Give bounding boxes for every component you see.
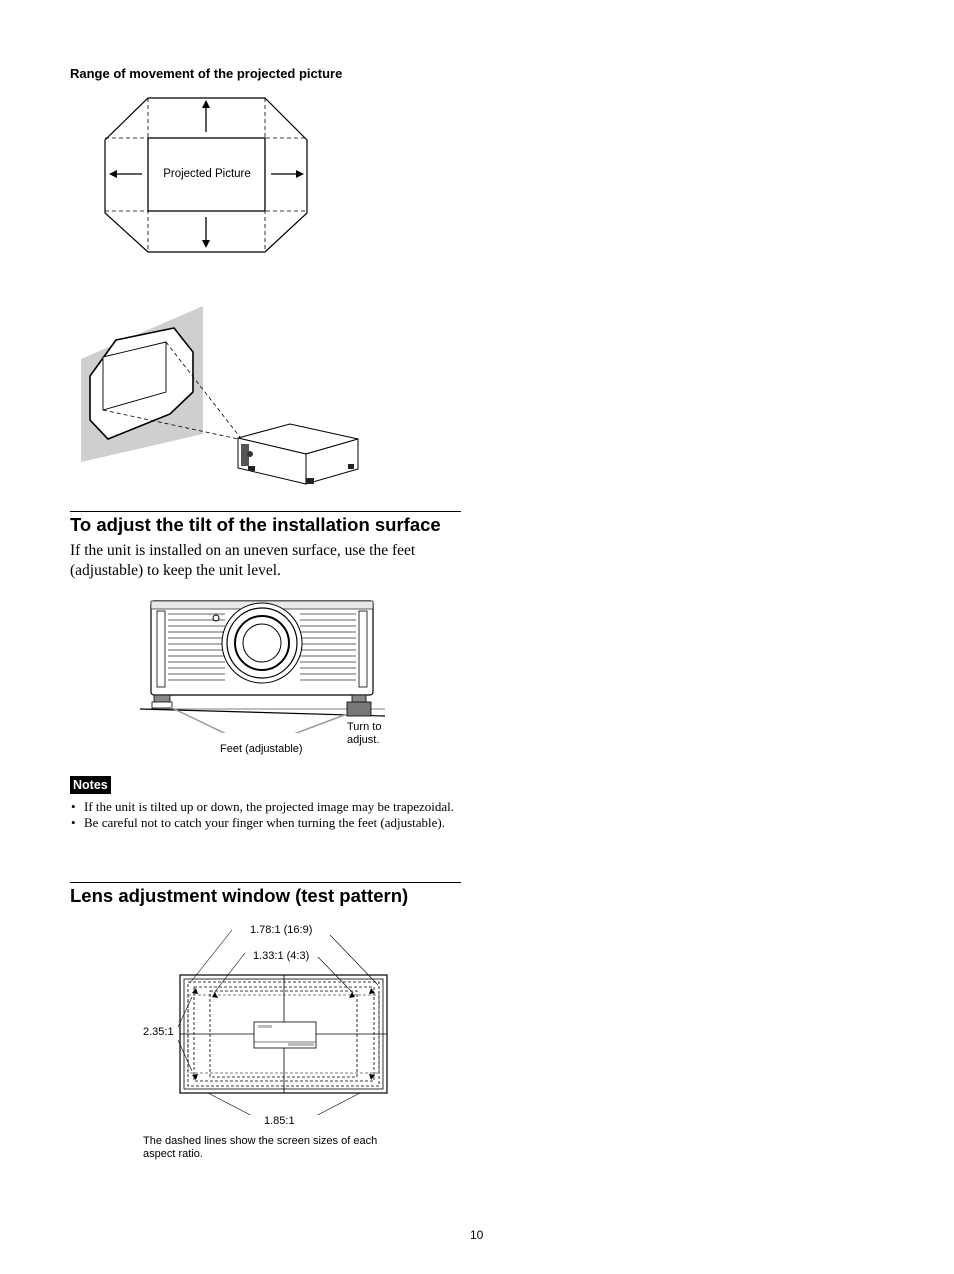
turn-to-adjust-label: Turn to adjust. xyxy=(347,721,382,746)
feet-label: Feet (adjustable) xyxy=(220,743,303,755)
range-heading: Range of movement of the projected picture xyxy=(70,66,343,81)
notes-list xyxy=(70,799,460,831)
tilt-heading: To adjust the tilt of the installation surface xyxy=(70,514,441,535)
note-item-finger: • Be careful not to catch your finger when turning the feet (adjustable). xyxy=(70,815,460,831)
projector-front-illustration xyxy=(140,598,385,733)
note-item-tilt: • If the unit is tilted up or down, the projected image may be trapezoidal. xyxy=(70,799,460,815)
section-rule-lens xyxy=(70,882,461,883)
test-pattern-caption: The dashed lines show the screen sizes of each aspect ratio. xyxy=(143,1135,378,1160)
notes-badge: Notes xyxy=(70,776,111,794)
lens-heading: Lens adjustment window (test pattern) xyxy=(70,885,409,906)
page-number: 10 xyxy=(470,1228,484,1242)
aspect-169-label: 1.78:1 (16:9) xyxy=(250,924,313,936)
aspect-43-label: 1.33:1 (4:3) xyxy=(253,950,310,962)
section-rule-tilt xyxy=(70,511,461,512)
aspect-235-label: 2.35:1 xyxy=(143,1026,174,1038)
projected-picture-label: Projected Picture xyxy=(163,168,251,180)
aspect-185-label: 1.85:1 xyxy=(264,1115,295,1127)
wall-projection-illustration xyxy=(78,302,363,497)
tilt-body-text: If the unit is installed on an uneven surface, use the feet (adjustable) to keep the unit level. xyxy=(70,542,416,579)
